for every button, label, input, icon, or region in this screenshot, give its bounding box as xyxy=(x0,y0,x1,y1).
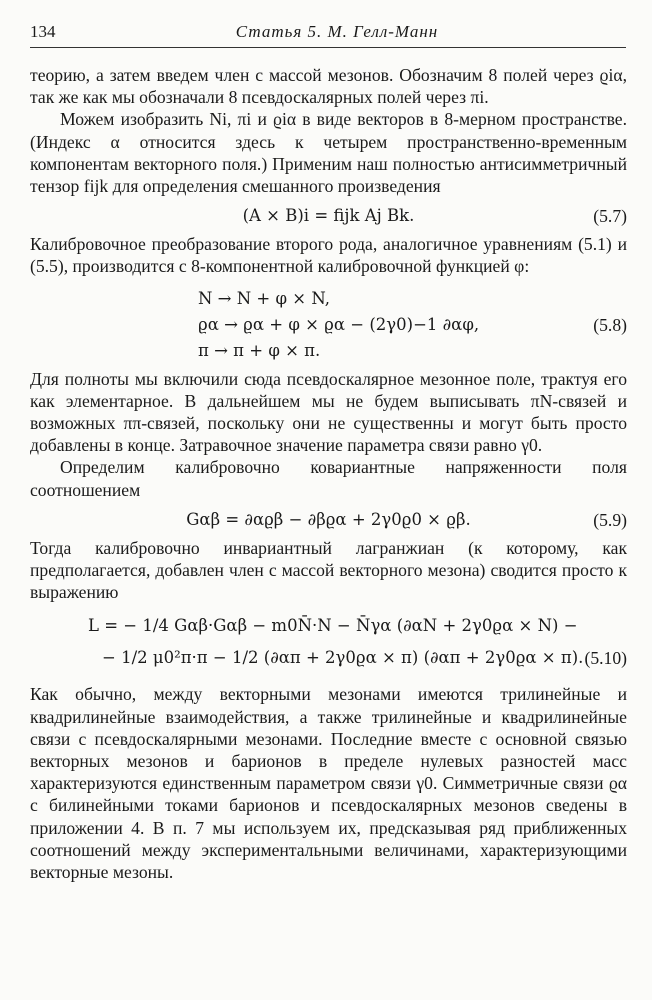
equation-5-10-line-1: L = − 1/4 Gαβ·Gαβ − m0N̄·N − N̄γα (∂αN + 2γ0ϱα × N) − xyxy=(88,616,578,636)
running-title: Статья 5. М. Гелл-Манн xyxy=(235,22,439,41)
equation-5-7-number: (5.7) xyxy=(593,206,627,227)
header-rule xyxy=(30,47,626,48)
equation-5-7 xyxy=(30,201,627,231)
equation-5-8-number: (5.8) xyxy=(593,314,627,335)
running-header xyxy=(30,22,626,48)
paragraph-2: Можем изобразить Ni, πi и ϱiα в виде векторов в 8-мерном пространстве. (Индекс α относится здесь к четырем пространственно-временным компонентам векторного поля.) Применим наш полностью антисимметричный тензор fijk для определения смешанного произведения xyxy=(30,109,627,197)
equation-5-8-line-1: N → N + φ × N, xyxy=(198,288,330,308)
equation-5-9-body: Gαβ = ∂αϱβ − ∂βϱα + 2γ0ϱ0 × ϱβ. xyxy=(186,509,471,529)
paragraph-3: Калибровочное преобразование второго рода, аналогичное уравнениям (5.1) и (5.5), производится с 8-компонентной калибровочной функцией φ: xyxy=(30,234,627,277)
paragraph-4: Для полноты мы включили сюда псевдоскалярное мезонное поле, трактуя его как элементарное. В дальнейшем мы не будем выписывать πN-связей и возможных ππ-связей, поскольку они не существенны и могут быть просто добавлены в конце. Затравочное значение параметра связи равно γ0. xyxy=(30,368,627,456)
page-body xyxy=(30,64,627,883)
paragraph-6: Тогда калибровочно инвариантный лагранжиан (к которому, как предполагается, добавлен член с массой векторного мезона) сводится просто к выражению xyxy=(30,537,627,603)
equation-5-10-line-2: − 1/2 μ0²π·π − 1/2 (∂απ + 2γ0ϱα × π) (∂απ + 2γ0ϱα × π). (5.10) xyxy=(102,648,627,669)
equation-5-9 xyxy=(30,505,627,535)
page-number: 134 xyxy=(30,22,56,41)
equation-5-7-body: (A × B)i = fijk Aj Bk. xyxy=(242,206,415,226)
equation-5-8-line-3: π → π + φ × π. xyxy=(198,340,321,360)
paragraph-7: Как обычно, между векторными мезонами имеются трилинейные и квадрилинейные взаимодействия, а также трилинейные и квадрилинейные связи с псевдоскалярными мезонами. Последние вместе с основной связью векторных мезонов и барионов в пределе нулевых разностей масс характеризуются единственным параметром связи γ0. Симметричные связи ϱα с билинейными токами барионов и псевдоскалярных мезонов сведены в приложении 4. В п. 7 мы используем их, предсказывая ряд приближенных соотношений между экспериментальными величинами, характеризующими векторные мезоны. xyxy=(30,684,627,883)
equation-5-10-number: (5.10) xyxy=(584,648,627,669)
equation-5-8-line-2: ϱα → ϱα + φ × ϱα − (2γ0)−1 ∂αφ, (5.8) xyxy=(198,314,627,335)
paragraph-5: Определим калибровочно ковариантные напряженности поля соотношением xyxy=(30,457,627,500)
equation-5-9-number: (5.9) xyxy=(593,509,627,530)
paragraph-1: теорию, а затем введем член с массой мезонов. Обозначим 8 полей через ϱiα, так же как мы обозначали 8 псевдоскалярных полей через πi. xyxy=(30,65,627,108)
